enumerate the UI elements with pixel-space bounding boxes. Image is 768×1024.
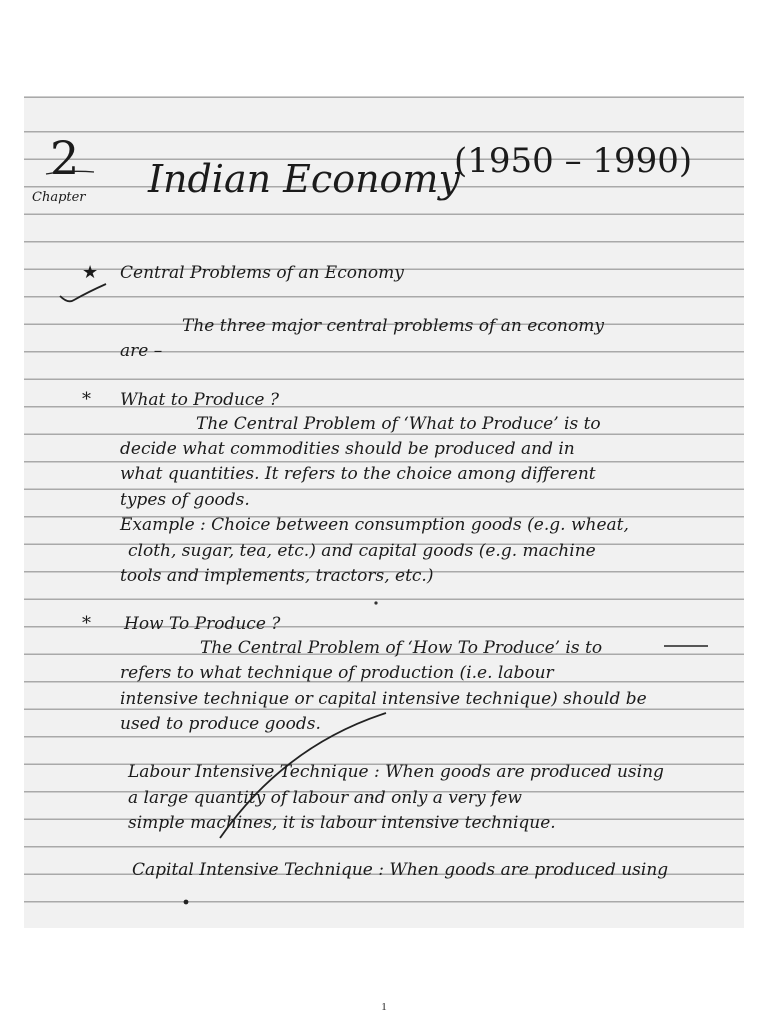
section-heading-what-to-produce: What to Produce ?: [120, 390, 279, 410]
chapter-number: 2: [50, 131, 80, 185]
paragraph-line: types of goods.: [120, 490, 250, 510]
example-line: Example : Choice between consumption goods (e.g. wheat,: [120, 515, 629, 535]
title-years: (1950 – 1990): [454, 141, 693, 181]
page-title: Indian Economy: [148, 157, 460, 201]
intro-line: are –: [120, 341, 163, 361]
labour-intensive-line: simple machines, it is labour intensive technique.: [128, 813, 556, 833]
labour-intensive-line: a large quantity of labour and only a very few: [128, 788, 522, 808]
paragraph-line: refers to what technique of production (i.e. labour: [120, 663, 554, 683]
labour-intensive-line: Labour Intensive Technique : When goods are produced using: [128, 762, 664, 782]
paragraph-line: used to produce goods.: [120, 714, 321, 734]
check-mark-icon: [60, 284, 106, 301]
ink-dot: [184, 900, 189, 905]
paragraph-line: intensive technique or capital intensive technique) should be: [120, 689, 647, 709]
section-heading-central-problems: Central Problems of an Economy: [120, 263, 404, 283]
example-line: tools and implements, tractors, etc.): [120, 566, 434, 586]
chapter-label: Chapter: [32, 190, 86, 205]
paragraph-line: what quantities. It refers to the choice among different: [120, 464, 596, 484]
intro-line: The three major central problems of an economy: [182, 316, 604, 336]
page-number: 1: [381, 1001, 387, 1013]
star-bullet-icon: ★: [82, 262, 99, 283]
asterisk-bullet-icon: *: [82, 389, 91, 410]
example-line: cloth, sugar, tea, etc.) and capital goods (e.g. machine: [128, 541, 596, 561]
notebook-page: [24, 96, 744, 928]
paragraph-line: The Central Problem of ‘How To Produce’ is to: [200, 638, 603, 658]
paragraph-line: The Central Problem of ‘What to Produce’ is to: [196, 414, 601, 434]
capital-intensive-line: Capital Intensive Technique : When goods are produced using: [132, 860, 669, 880]
section-heading-how-to-produce: How To Produce ?: [124, 614, 281, 634]
asterisk-bullet-icon: *: [82, 613, 91, 634]
ink-dot: [374, 601, 377, 604]
paragraph-line: decide what commodities should be produced and in: [120, 439, 575, 459]
